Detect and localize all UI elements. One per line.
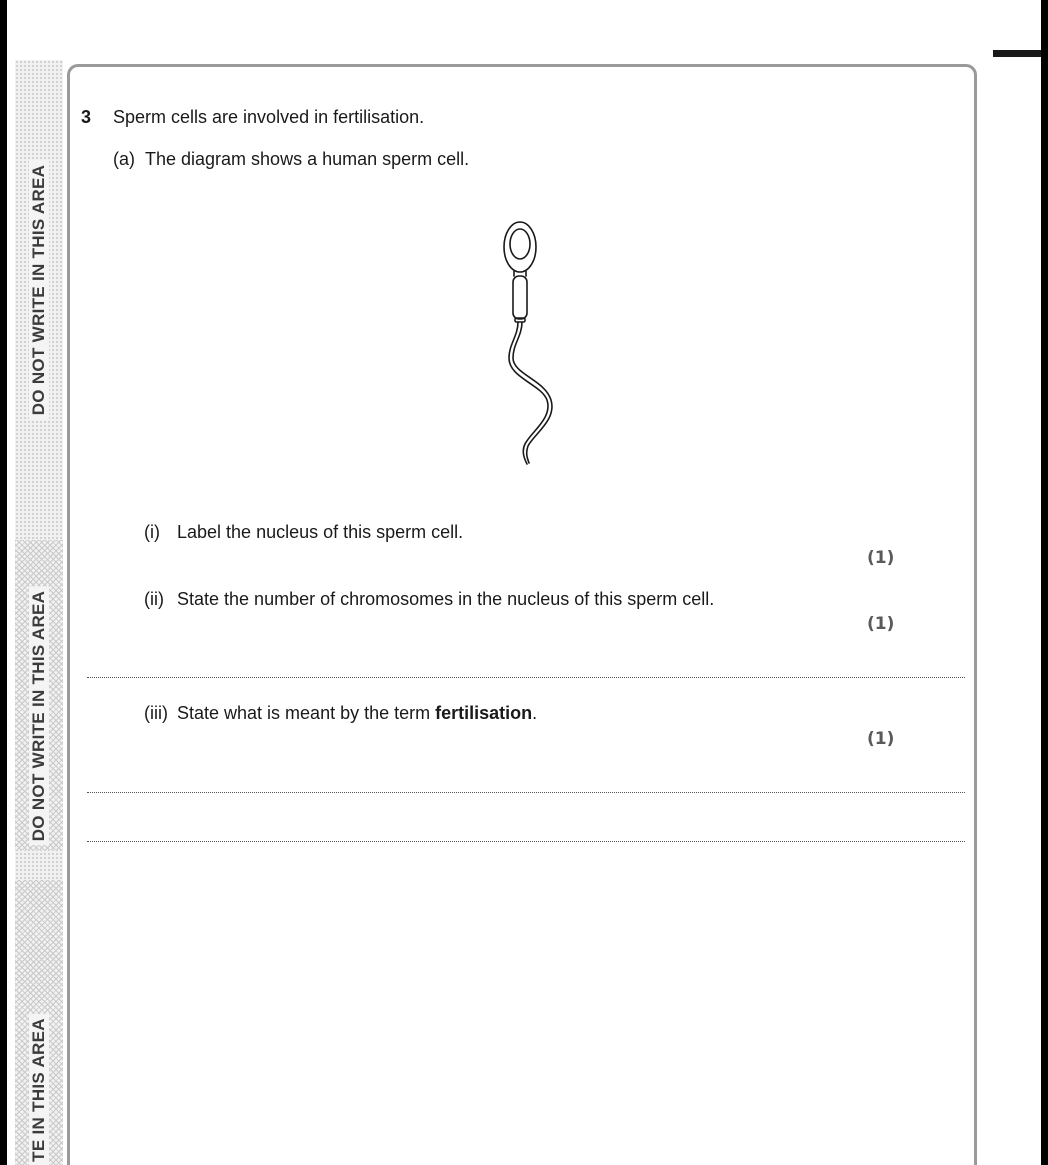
answer-line-iii-1[interactable] [87, 792, 965, 793]
sub-part-ii-text: State the number of chromosomes in the nucleus of this sperm cell. [177, 589, 715, 609]
sub-part-iii-text-before: State what is meant by the term [177, 703, 436, 723]
sub-part-iii-text [177, 703, 537, 724]
sperm-tail-outer [509, 322, 548, 464]
sub-part-ii-marks: (1) [867, 614, 895, 634]
sub-part-i-text: Label the nucleus of this sperm cell. [177, 522, 464, 542]
sperm-tail-inner [513, 322, 552, 463]
sub-part-iii-marks: (1) [867, 729, 895, 749]
question-stem: Sperm cells are involved in fertilisation. [113, 107, 425, 127]
margin-warning-top: DO NOT WRITE IN THIS AREA [29, 161, 49, 420]
margin-warning-middle: DO NOT WRITE IN THIS AREA [29, 587, 49, 846]
sub-part-i-marker: (i) [144, 522, 160, 542]
margin-warning-bottom: TE IN THIS AREA [29, 1014, 49, 1165]
answer-line-ii[interactable] [87, 677, 965, 678]
part-a-text: The diagram shows a human sperm cell. [145, 149, 470, 169]
sub-part-iii-text-after: . [532, 703, 538, 723]
sperm-collar [515, 318, 525, 322]
sub-part-iii-marker: (iii) [144, 703, 168, 723]
exam-page [7, 0, 1041, 1165]
sub-part-i-marks: (1) [867, 548, 895, 568]
sub-part-ii-marker: (ii) [144, 589, 164, 609]
question-number: 3 [81, 107, 92, 127]
sub-part-iii-keyword: fertilisation [435, 703, 533, 723]
sperm-midpiece [513, 276, 527, 319]
part-a-marker: (a) [113, 149, 135, 169]
answer-line-iii-2[interactable] [87, 841, 965, 842]
sperm-cell-diagram[interactable] [487, 208, 567, 476]
corner-mark [993, 50, 1041, 57]
